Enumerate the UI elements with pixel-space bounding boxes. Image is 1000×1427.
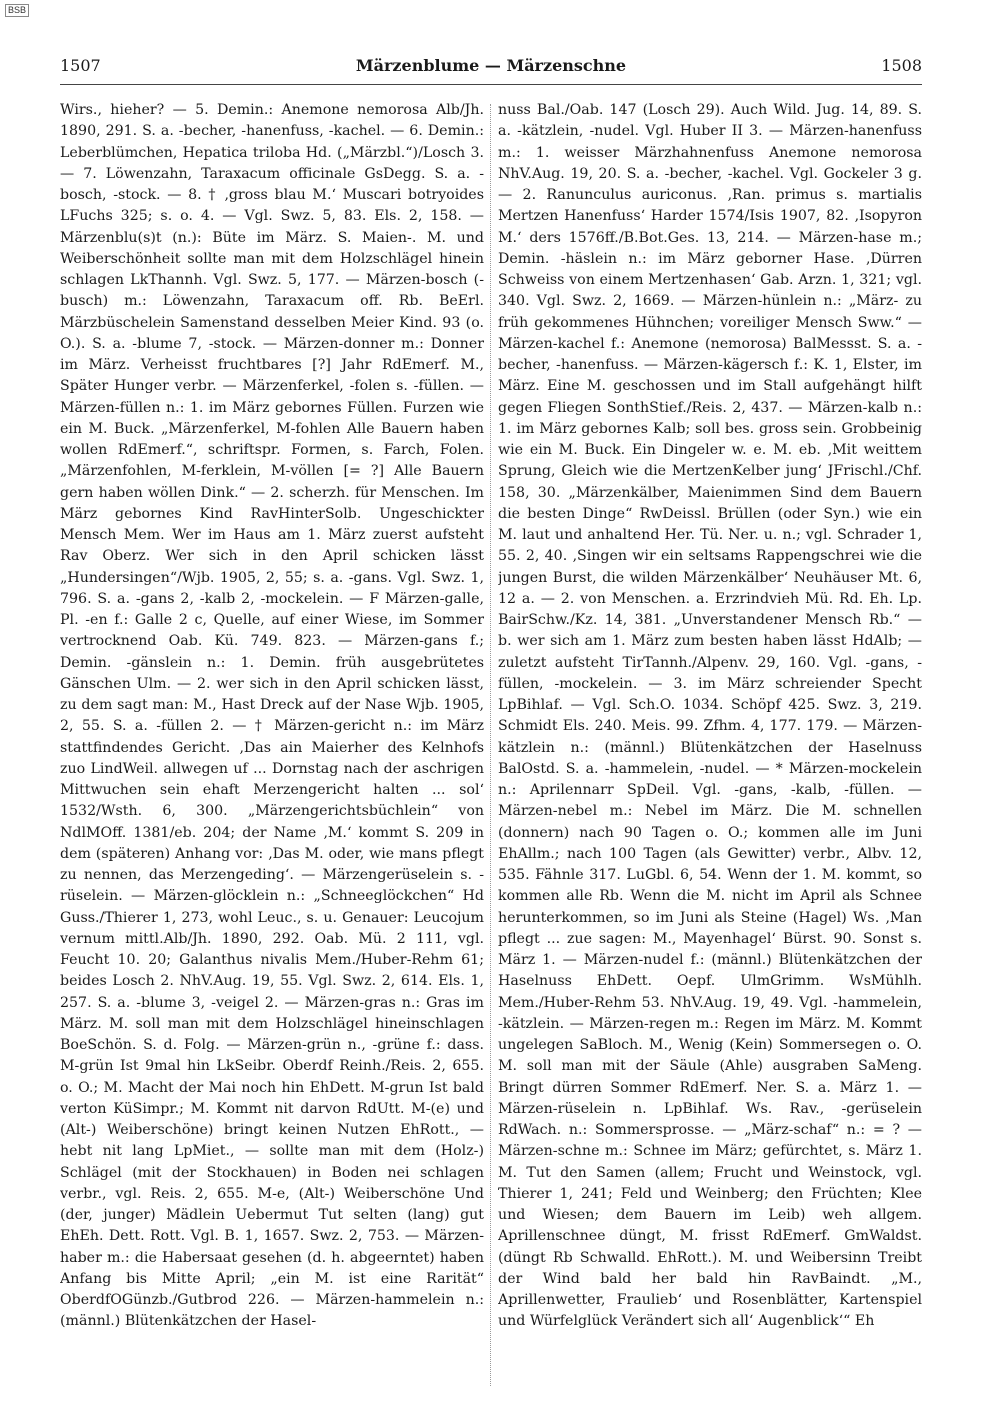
library-stamp: BSB bbox=[5, 4, 29, 17]
running-title: Märzenblume — Märzenschne bbox=[355, 56, 627, 75]
left-column bbox=[60, 100, 484, 1390]
right-column bbox=[498, 100, 922, 1390]
page-header bbox=[60, 56, 922, 82]
left-column-text: Wirs., hieher? — 5. Demin.: Anemone nemorosa Alb/Jh. 1890, 291. S. a. -becher, -hanenfuss, -kachel. — 6. Demin.: Leberblümchen, Hepatica triloba Hd. („Märzbl.“)/Losch 3. — 7. Löwenzahn, Taraxacum officinale GsDegg. S. a. -bosch, -stock. — 8. † ‚gross blau M.‘ Muscari botryoides LFuchs 325; s. o. 4. — Vgl. Swz. 5, 83. Els. 2, 158. — Märzenblu(s)t (n.): Büte im März. S. Maien-. M. und Weiberschönheit sollte man mit dem Holzschlägel hinein schlagen LkThannh. Vgl. Swz. 5, 177. — Märzen-bosch (-busch) m.: Löwenzahn, Taraxacum off. Rb. BeErl. Märzbüschelein Samenstand desselben Meier Kind. 93 (o. O.). S. a. -blume 7, -stock. — Märzen-donner m.: Donner im März. Verheisst fruchtbares [?] Jahr RdEmerf. M., Später Hunger verbr. — Märzenferkel, -folen s. -füllen. — Märzen-füllen n.: 1. im März gebornes Füllen. Furzen wie ein M. Buck. „Märzenferkel, M-fohlen Alle Bauern haben wollen RdEmerf.“, schriftspr. Formen, s. Farch, Folen. „Märzenfohlen, M-ferklein, M-völlen [= ?] Alle Bauern gern haben wöllen Dink.“ — 2. scherzh. für Menschen. Im März gebornes Kind RavHinterSolb. Ungeschickter Mensch Mem. Wer im Haus am 1. März zuerst aufsteht Rav Oberz. Wer sich in den April schicken lässt „Hundersingen“/Wjb. 1905, 2, 55; s. a. -gans. Vgl. Swz. 1, 796. S. a. -gans 2, -kalb 2, -mockelein. — F Märzen-galle, Pl. -en f.: Galle 2 c, Quelle, auf einer Wiese, im Sommer vertrocknend Oab. Kü. 749. 823. — Märzen-gans f.; Demin. -gänslein n.: 1. Demin. früh ausgebrütetes Gänschen Ulm. — 2. wer sich in den April schicken lässt, zu dem sagt man: M., Hast Dreck auf der Nase Wjb. 1905, 2, 55. S. a. -füllen 2. — † Märzen-gericht n.: im März stattfindendes Gericht. ‚Das ain Maierher des Kelnhofs zuo LindWeil. allwegen uf ... Dornstag nach der aschrigen Mittwuchen sein ehaft Merzengericht halten ... sol‘ 1532/Wsth. 6, 300. „Märzengerichtsbüchlein“ von NdlMOff. 1381/eb. 204; der Name ‚M.‘ kommt S. 209 in dem (späteren) Anhang vor: ‚Das M. oder, wie mans pflegt zu nennen, das Merzengeding‘. — Märzengerüselein s. -rüselein. — Märzen-glöcklein n.: „Schneeglöckchen“ Hd Guss./Thierer 1, 273, wohl Leuc., s. u. Genauer: Leucojum vernum mittl.Alb/Jh. 1890, 292. Oab. Mü. 2 111, vgl. Feucht 10. 20; Galanthus nivalis Mem./Huber-Rehm 61; beides Losch 2. NhV.Aug. 19, 55. Vgl. Swz. 2, 614. Els. 1, 257. S. a. -blume 3, -veigel 2. — Märzen-gras n.: Gras im März. M. soll man mit dem Holzschlägel hineinschlagen BoeSchön. S. d. Folg. — Märzen-grün n., -grüne f.: dass. M-grün Ist 9mal hin LkSeibr. Oberdf Reinh./Reis. 2, 655. o. O.; M. Macht der Mai noch hin EhDett. M-grun Ist bald verton KüSimpr.; M. Kommt nit darvon RdUtt. M-(e) und (Alt-) Weiberschöne) bringt keinen Nutzen EhRott., — hebt nit lang LpMiet., — sollte man mit dem (Holz-) Schlägel (mit der Stockhauen) in Boden nei schlagen verbr., vgl. Reis. 2, 655. M-e, (Alt-) Weiberschöne Und (der, junger) Mädlein Uebermut Tut selten (lang) gut EhEh. Dett. Rott. Vgl. B. 1, 1657. Swz. 2, 753. — Märzen-haber m.: die Habersaat gesehen (d. h. abgeerntet) haben Anfang bis Mitte April; „ein M. ist eine Rarität“ OberdfOGünzb./Gutbrod 226. — Märzen-hammelein n.: (männl.) Blütenkätzchen der Hasel- bbox=[60, 102, 484, 1330]
page-number-left: 1507 bbox=[60, 56, 101, 75]
page-number-right: 1508 bbox=[881, 56, 922, 75]
header-rule bbox=[60, 84, 922, 85]
column-divider bbox=[490, 104, 492, 1386]
text-columns bbox=[60, 100, 922, 1390]
right-column-text: nuss Bal./Oab. 147 (Losch 29). Auch Wild. Jug. 14, 89. S. a. -kätzlein, -nudel. Vgl. Huber II 3. — Märzen-hanenfuss m.: 1. weisser Märzhahnenfuss Anemone nemorosa NhV.Aug. 19, 20. S. a. -becher, -kachel. Vgl. Gockeler 3 g. — 2. Ranunculus auriconus. ‚Ran. primus s. martialis Mertzen Hanenfuss‘ Harder 1574/Isis 1907, 82. ‚Isopyron M.‘ ders 1576ff./B.Bot.Ges. 13, 214. — Märzen-hase m.; Demin. -häslein n.: im März geborner Hase. ‚Dürren Schweiss von einem Mertzenhasen‘ Gab. Arzn. 1, 321; vgl. 340. Vgl. Swz. 2, 1669. — Märzen-hünlein n.: „März- zu früh gekommenes Hühnchen; voreiliger Mensch Sww.“ — Märzen-kachel f.: Anemone (nemorosa) BalMessst. S. a. -becher, -hanenfuss. — Märzen-kägersch f.: K. 1, Elster, im März. Eine M. geschossen und im Stall aufgehängt hilft gegen Fliegen SonthStief./Reis. 2, 437. — Märzen-kalb n.: 1. im März gebornes Kalb; soll bes. gross sein. Grobbeinig wie ein M. Buck. Ein Dingeler w. e. M. eb. ‚Mit weittem Sprung, Gleich wie die MertzenKelber jung‘ JFrischl./Chf. 158, 30. „Märzenkälber, Maienimmen Sind dem Bauern die besten Dinge“ RwDeissl. Brüllen (oder Syn.) wie ein M. laut und anhaltend Her. Tü. Ner. u. n.; vgl. Schrader 1, 55. 2, 40. ‚Singen wir ein seltsams Rappengschrei wie die jungen Burst, die wilden Märzenkälber‘ Neuhäuser Mt. 6, 12 a. — 2. von Menschen. a. Erzrindvieh Mü. Rd. Eh. Lp. BairSchw./Kz. 14, 381. „Unverstandener Mensch Rb.“ — b. wer sich am 1. März zum besten haben lässt HdAlb; — zuletzt aufsteht TirTannh./Alpenv. 29, 160. Vgl. -gans, -füllen, -mockelein. — 3. im März schreiender Specht LpBihlaf. — Vgl. Sch.O. 1034. Schöpf 425. Swz. 3, 219. Schmidt Els. 240. Meis. 99. Zfhm. 4, 177. 179. — Märzen-kätzlein n.: (männl.) Blütenkätzchen der Haselnuss BalOstd. S. a. -hammelein, -nudel. — * Märzen-mockelein n.: Aprilennarr SpDeil. Vgl. -gans, -kalb, -füllen. — Märzen-nebel m.: Nebel im März. Die M. schnellen (donnern) nach 90 Tagen o. O.; kommen alle im Juni EhAllm.; nach 100 Tagen (als Gewitter) verbr., Albv. 12, 535. Fähnle 317. LuGbl. 6, 54. Wenn der 1. M. kommt, so kommen alle Rb. Wenn die M. nicht im April als Schnee herunterkommen, so im Juni als Steine (Hagel) Ws. ‚Man pflegt ... zue sagen: M., Mayenhagel‘ Bürst. 90. Sonst s. März 1. — Märzen-nudel f.: (männl.) Blütenkätzchen der Haselnuss EhDett. Oepf. UlmGrimm. WsMühlh. Mem./Huber-Rehm 53. NhV.Aug. 19, 49. Vgl. -hammelein, -kätzlein. — Märzen-regen m.: Regen im März. M. Kommt ungelegen SaBloch. M., Wenig (Kein) Sommersegen o. O. M. soll man mit der Säule (Ahle) ausgraben SaMeng. Bringt dürren Sommer RdEmerf. Ner. S. a. März 1. — Märzen-rüselein n. LpBihlaf. Ws. Rav., -gerüselein RdWach. n.: Sommersprosse. — „März-schaf“ n.: = ? — Märzen-schne m.: Schnee im März; gefürchtet, s. März 1. M. Tut den Samen (allem; Frucht und Weinstock, vgl. Thierer 1, 241; Feld und Weinberg; den Früchten; Klee und Wiesen; dem Bauern im Leib) weh allgem. Aprillenschnee düngt, M. frisst RdEmerf. GmWaldst. (düngt Rb Schwalld. EhRott.). M. und Weibersinn Treibt der Wind bald her bald hin RavBaindt. „M., Aprillenwetter, Fraulieb‘ und Rosenblätter, Kartenspiel und Würfelglück Verändert sich all‘ Augenblick‘“ Eh bbox=[498, 102, 922, 1330]
